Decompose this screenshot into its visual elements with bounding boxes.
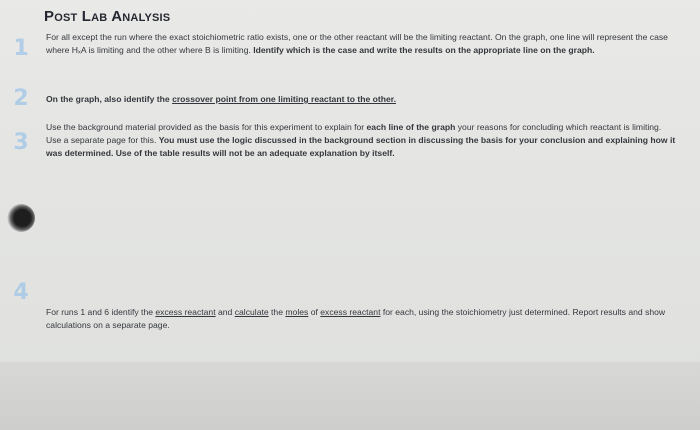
instruction-3 bbox=[46, 121, 678, 160]
instruction-3-text-mid: your reasons for concluding which reactant is limiting. Use a separate page for this. bbox=[46, 122, 662, 145]
instruction-4-underlined-4: excess reactant bbox=[320, 307, 381, 317]
item-number-1: 1 bbox=[13, 36, 29, 61]
instruction-4-part-4: of bbox=[308, 307, 321, 317]
instruction-4-part-5: for each, using the stoichiometry just determined. Report results and show calculations on a separate page. bbox=[46, 307, 666, 330]
instruction-4-underlined-3: moles bbox=[285, 307, 309, 317]
item-number-3: 3 bbox=[13, 130, 29, 155]
instruction-3-text-start: Use the background material provided as the basis for this experiment to explain for bbox=[46, 122, 367, 132]
page-shadow bbox=[0, 362, 700, 430]
instruction-1-bold: Identify which is the case and write the results on the appropriate line on the graph. bbox=[253, 45, 595, 55]
instruction-2-underlined: crossover point from one limiting reactant to the other. bbox=[172, 94, 397, 104]
binder-hole-icon bbox=[7, 204, 35, 232]
instruction-4-underlined-1: excess reactant bbox=[155, 307, 216, 317]
instruction-2-text: On the graph, also identify the bbox=[46, 94, 173, 104]
item-number-2: 2 bbox=[13, 86, 29, 111]
instruction-4-part-1: For runs 1 and 6 identify the bbox=[46, 307, 156, 317]
instruction-1-text: For all except the run where the exact stoichiometric ratio exists, one or the other reactant will be the limiting reactant. On the graph, one line will represent the case where HₓA is limiting and the other where B is limiting. Identify which is the case and write the results on the appropriate line on the graph. bbox=[46, 32, 668, 55]
item-number-4: 4 bbox=[13, 280, 29, 305]
instruction-3-bold-1: each line of the graph bbox=[366, 122, 456, 132]
instruction-4-part-3: the bbox=[268, 307, 286, 317]
instruction-4 bbox=[46, 306, 686, 332]
instruction-3-bold-2: You must use the logic discussed in the background section in discussing the basis for your conclusion and explaining how it was determined. Use of the table results will not be an adequate explanation by itself. bbox=[46, 135, 676, 158]
page-title: Post Lab Analysis bbox=[44, 8, 171, 25]
instruction-2 bbox=[46, 93, 678, 106]
instruction-4-part-2: and bbox=[215, 307, 235, 317]
instruction-1 bbox=[46, 31, 678, 57]
instruction-4-underlined-2: calculate bbox=[234, 307, 269, 317]
